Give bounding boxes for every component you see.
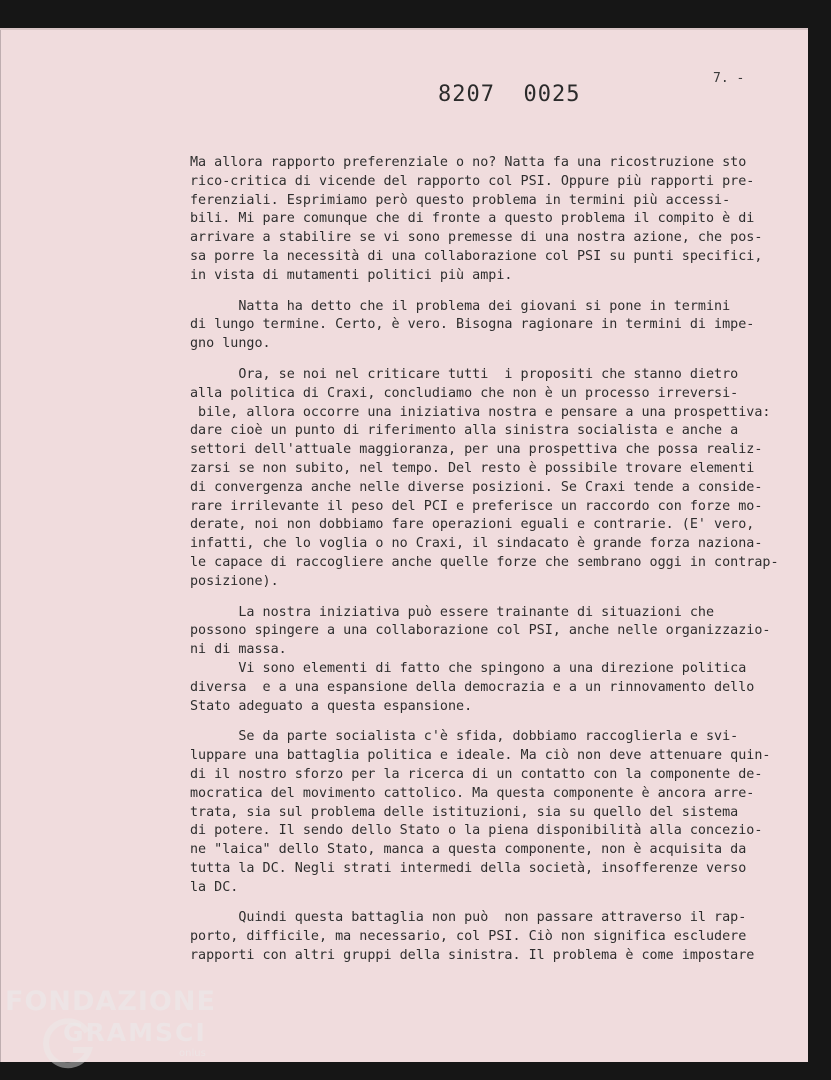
paragraph <box>190 366 779 592</box>
text-line: dare cioè un punto di riferimento alla sinistra socialista e anche a <box>190 423 739 439</box>
text-line: infatti, che lo voglia o no Craxi, il sindacato è grande forza naziona- <box>190 536 763 552</box>
paragraph <box>190 154 770 286</box>
page-number: 7. - <box>713 71 745 86</box>
text-line: Natta ha detto che il problema dei giovani si pone in termini <box>190 298 731 314</box>
text-line: rico-critica di vicende del rapporto col PSI. Oppure più rapporti pre- <box>190 173 755 189</box>
document-page <box>0 28 808 1062</box>
body-text <box>190 154 779 966</box>
watermark-line2: GRAMSCI <box>63 1018 207 1047</box>
text-line: la DC. <box>190 879 239 895</box>
text-line: le capace di raccogliere anche quelle forze che sembrano oggi in contrap- <box>190 554 779 570</box>
text-line: Quindi questa battaglia non può non passare attraverso il rap- <box>190 910 747 926</box>
text-line: porto, difficile, ma necessario, col PSI. Ciò non significa escludere <box>190 929 747 945</box>
paragraph-gap <box>190 897 770 909</box>
text-line: tutta la DC. Negli strati intermedi della società, insofferenze verso <box>190 860 747 876</box>
paragraph <box>190 909 770 965</box>
text-line: Vi sono elementi di fatto che spingono a una direzione politica <box>190 660 747 676</box>
text-line: Ma allora rapporto preferenziale o no? Natta fa una ricostruzione sto <box>190 155 747 170</box>
text-line: posizione). <box>190 573 279 589</box>
page-edge <box>0 28 808 30</box>
text-line: diversa e a una espansione della democrazia e a un rinnovamento dello <box>190 679 755 695</box>
paragraph-gap <box>190 716 770 728</box>
text-line: derate, noi non dobbiamo fare operazioni eguali e contrarie. (E' vero, <box>190 517 755 533</box>
text-line: La nostra iniziativa può essere trainante di situazioni che <box>190 604 715 620</box>
text-line: Se da parte socialista c'è sfida, dobbiamo raccoglierla e svi- <box>190 729 739 745</box>
text-line: di potere. Il sendo dello Stato o la piena disponibilità alla concezio- <box>190 823 763 839</box>
watermark-line1: FONDAZIONE <box>5 986 216 1017</box>
text-line: luppare una battaglia politica e ideale. Ma ciò non deve attenuare quin- <box>190 748 771 764</box>
text-line: di lungo termine. Certo, è vero. Bisogna ragionare in termini di impe- <box>190 317 755 333</box>
text-line: bili. Mi pare comunque che di fronte a questo problema il compito è di <box>190 211 755 227</box>
text-line: settori dell'attuale maggioranza, per una prospettiva che possa realiz- <box>190 442 763 458</box>
paragraph-gap <box>190 354 770 366</box>
paragraph <box>190 728 770 897</box>
text-line: ferenziali. Esprimiamo però questo problema in termini più accessi- <box>190 192 731 208</box>
text-line: arrivare a stabilire se vi sono premesse di una nostra azione, che pos- <box>190 230 763 246</box>
text-line: mocratica del movimento cattolico. Ma questa componente è ancora arre- <box>190 785 755 801</box>
text-line: zarsi se non subito, nel tempo. Del resto è possibile trovare elementi <box>190 460 755 476</box>
watermark-line3: onlus <box>179 1048 206 1059</box>
text-line: di convergenza anche nelle diverse posizioni. Se Craxi tende a conside- <box>190 479 763 495</box>
paragraph <box>190 604 770 660</box>
text-line: ne "laica" dello Stato, manca a questa componente, non è acquisita da <box>190 842 747 858</box>
paragraph <box>190 660 770 716</box>
text-line: rapporti con altri gruppi della sinistra. Il problema è come impostare <box>190 948 755 964</box>
text-line: di il nostro sforzo per la ricerca di un contatto con la componente de- <box>190 766 763 782</box>
text-line: ni di massa. <box>190 642 287 658</box>
text-line: bile, allora occorre una iniziativa nostra e pensare a una prospettiva: <box>190 404 771 420</box>
text-line: Stato adeguato a questa espansione. <box>190 698 473 714</box>
text-line: trata, sia sul problema delle istituzioni, sia su quello del sistema <box>190 804 739 820</box>
archive-stamp: 8207 0025 <box>438 82 581 107</box>
text-line: gno lungo. <box>190 336 271 352</box>
paragraph-gap <box>190 592 770 604</box>
paragraph <box>190 298 770 354</box>
text-line: alla politica di Craxi, concludiamo che non è un processo irreversi- <box>190 385 739 401</box>
text-line: Ora, se noi nel criticare tutti i propositi che stanno dietro <box>190 366 739 382</box>
text-line: possono spingere a una collaborazione col PSI, anche nelle organizzazio- <box>190 623 771 639</box>
text-line: rare irrilevante il peso del PCI e preferisce un raccordo con forze mo- <box>190 498 763 514</box>
paragraph-gap <box>190 286 770 298</box>
text-line: sa porre la necessità di una collaborazione col PSI su punti specifici, <box>190 248 763 264</box>
text-line: in vista di mutamenti politici più ampi. <box>190 267 513 283</box>
